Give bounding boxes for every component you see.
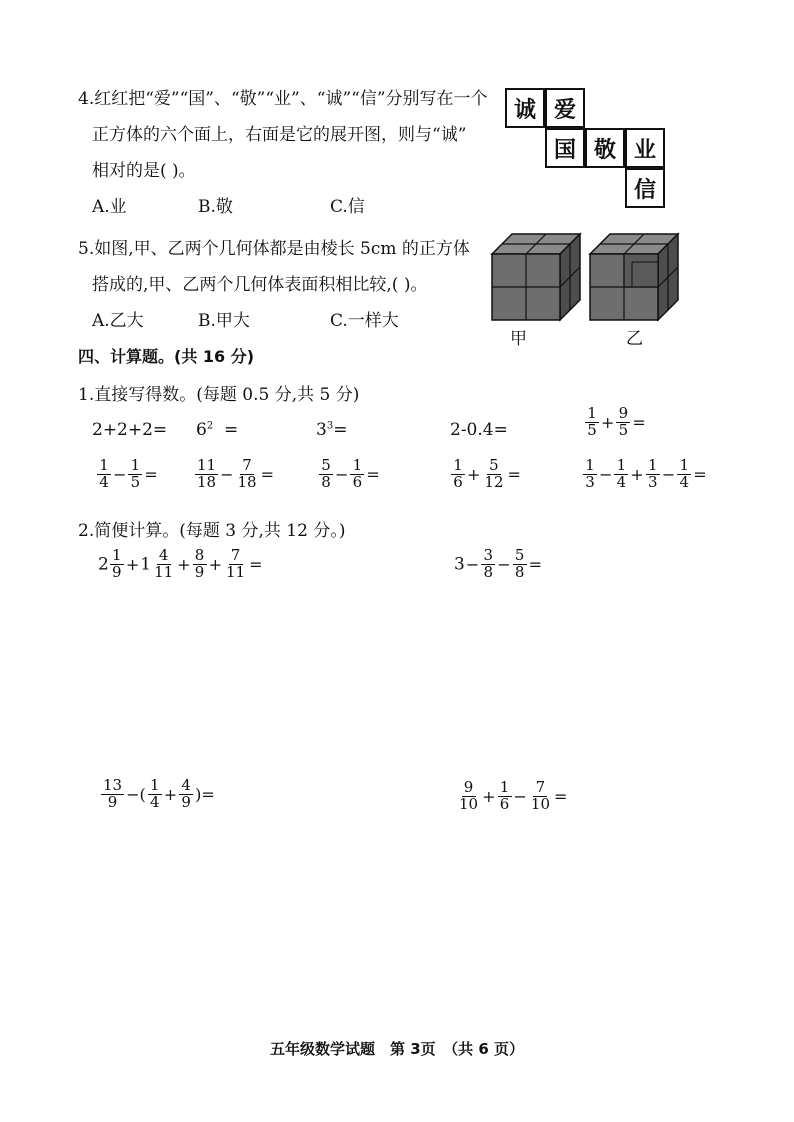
q4-option-a: A.业: [92, 197, 127, 217]
operator: +: [630, 464, 644, 484]
simplify-expr-2: [454, 548, 543, 581]
oral-expr-8: [318, 458, 381, 491]
denominator: 8: [321, 472, 331, 491]
oral-expr-3: [316, 420, 347, 440]
numerator: 1: [583, 458, 597, 475]
oral-expr-3-eq: =: [333, 420, 348, 440]
subsection-simplify: 2.简便计算。(每题 3 分,共 12 分。): [78, 521, 346, 541]
oral-expr-10: [582, 458, 708, 491]
denominator: 9: [112, 562, 122, 581]
fraction: [646, 458, 660, 491]
denominator: 8: [483, 562, 493, 581]
fraction: [614, 458, 628, 491]
oral-expr-3-exp: 3: [326, 420, 334, 432]
numerator: 5: [487, 458, 501, 475]
section-title: 四、计算题。(共 16 分): [78, 347, 255, 366]
solid-jia-figure: [486, 226, 586, 326]
fraction: [451, 458, 465, 491]
fraction: [148, 778, 162, 811]
simplify-expr-1: [98, 548, 263, 581]
denominator: 12: [484, 472, 504, 491]
fraction: [482, 458, 505, 491]
operator: +: [482, 786, 496, 806]
numerator: 4: [157, 548, 171, 565]
fraction: [236, 458, 259, 491]
operator: +: [208, 554, 222, 574]
q5-line1: 5.如图,甲、乙两个几何体都是由棱长 5cm 的正方体: [78, 239, 470, 259]
oral-expr-2-eq: =: [224, 420, 239, 440]
numerator: 7: [229, 548, 243, 565]
numerator: 1: [585, 406, 599, 423]
fraction: [616, 406, 630, 439]
whole-part: 1: [140, 554, 152, 575]
numerator: 9: [462, 780, 476, 797]
q4-option-b: B.敬: [198, 197, 233, 217]
operator: −(: [126, 784, 146, 804]
operator: =: [144, 464, 158, 484]
oral-expr-9: [450, 458, 522, 491]
q4-line1: 4.红红把“爱”“国”、“敬”“业”、“诚”“信”分别写在一个: [78, 89, 488, 109]
q5-option-b: B.甲大: [198, 311, 250, 331]
fraction: [128, 458, 142, 491]
numerator: 1: [646, 458, 660, 475]
fraction: [457, 780, 480, 813]
net-face-guo: 国: [545, 128, 585, 168]
numerator: 1: [498, 780, 512, 797]
operator: +: [125, 554, 140, 574]
denominator: 5: [130, 472, 141, 491]
fraction: [585, 406, 599, 439]
operator: −: [220, 464, 234, 484]
fraction: [498, 780, 512, 813]
fraction: [101, 778, 124, 811]
fraction: [97, 458, 111, 491]
q5-option-c: C.一样大: [330, 311, 399, 331]
net-face-ye: 业: [625, 128, 665, 168]
fraction: [224, 548, 247, 581]
whole-part: 2: [98, 554, 109, 575]
denominator: 3: [648, 472, 658, 491]
fraction: [481, 548, 495, 581]
net-face-cheng: 诚: [505, 88, 545, 128]
denominator: 10: [530, 794, 550, 813]
numerator: 11: [197, 456, 217, 474]
numerator: 1: [451, 458, 465, 475]
operator: +: [177, 554, 191, 574]
numerator: 1: [677, 458, 691, 475]
operator: −: [113, 464, 127, 484]
operator: −: [335, 464, 349, 484]
numerator: 13: [103, 776, 123, 794]
operator: =: [554, 786, 568, 806]
numerator: 8: [193, 548, 207, 565]
q4-option-c: C.信: [330, 197, 365, 217]
operator: −: [599, 464, 613, 484]
denominator: 4: [149, 792, 160, 811]
denominator: 9: [181, 792, 191, 811]
net-face-xin: 信: [625, 168, 665, 208]
solid-jia-label: 甲: [510, 329, 527, 349]
numerator: 1: [350, 458, 364, 475]
oral-expr-1: 2+2+2=: [92, 420, 168, 440]
oral-expr-5: [584, 406, 647, 439]
q4-line3: 相对的是( )。: [92, 161, 196, 181]
oral-expr-3-base: 3: [316, 420, 327, 440]
whole-part: 3: [454, 554, 465, 575]
operator: =: [632, 412, 646, 432]
denominator: 6: [499, 794, 510, 813]
oral-expr-6: [96, 458, 159, 491]
oral-expr-2: [196, 420, 238, 440]
oral-expr-4: 2-0.4=: [450, 420, 508, 440]
fraction: [319, 458, 333, 491]
operator: −: [513, 786, 527, 806]
numerator: 1: [110, 548, 124, 565]
denominator: 8: [514, 562, 525, 581]
operator: −: [465, 554, 480, 574]
fraction: [193, 548, 207, 581]
fraction: [583, 458, 597, 491]
numerator: 3: [481, 548, 495, 565]
operator: −: [497, 554, 511, 574]
fraction: [195, 458, 218, 491]
operator: =: [366, 464, 380, 484]
oral-expr-2-exp: 2: [206, 420, 214, 432]
numerator: 5: [513, 548, 527, 565]
oral-expr-2-base: 6: [196, 420, 207, 440]
operator: =: [693, 464, 707, 484]
numerator: 1: [97, 458, 111, 475]
net-face-jing: 敬: [585, 128, 625, 168]
denominator: 18: [237, 472, 257, 491]
denominator: 9: [194, 562, 205, 581]
operator: =: [507, 464, 521, 484]
denominator: 5: [587, 420, 597, 439]
oral-expr-7: [194, 458, 275, 491]
operator: )=: [195, 784, 215, 804]
denominator: 3: [585, 472, 595, 491]
denominator: 9: [107, 792, 118, 811]
q5-line2: 搭成的,甲、乙两个几何体表面积相比较,( )。: [92, 275, 428, 295]
denominator: 11: [154, 562, 174, 581]
numerator: 4: [179, 778, 193, 795]
fraction: [152, 548, 175, 581]
operator: +: [601, 412, 615, 432]
denominator: 4: [679, 472, 689, 491]
numerator: 5: [319, 458, 333, 475]
q5-option-a: A.乙大: [92, 311, 144, 331]
net-face-ai: 爱: [545, 88, 585, 128]
operator: −: [661, 464, 676, 484]
simplify-expr-4: [456, 780, 568, 813]
fraction: [513, 548, 527, 581]
denominator: 4: [616, 472, 627, 491]
fraction: [529, 780, 552, 813]
numerator: 7: [240, 458, 254, 475]
fraction: [110, 548, 124, 581]
numerator: 1: [128, 458, 142, 475]
denominator: 6: [453, 472, 463, 491]
operator: +: [467, 464, 481, 484]
numerator: 9: [616, 406, 630, 423]
fraction: [677, 458, 691, 491]
denominator: 10: [459, 794, 479, 813]
subsection-oral: 1.直接写得数。(每题 0.5 分,共 5 分): [78, 385, 360, 405]
q4-line2: 正方体的六个面上，右面是它的展开图，则与“诚”: [92, 125, 467, 145]
page-footer: 五年级数学试题 第 3页 （共 6 页）: [269, 1040, 525, 1058]
denominator: 5: [618, 420, 629, 439]
operator: =: [260, 464, 274, 484]
solid-yi-label: 乙: [626, 329, 643, 349]
operator: =: [528, 554, 543, 574]
numerator: 1: [148, 778, 162, 795]
denominator: 11: [225, 562, 246, 581]
simplify-expr-3: [100, 778, 216, 811]
solid-yi-figure: [584, 226, 684, 326]
numerator: 7: [533, 780, 547, 797]
cube-net-diagram: [500, 80, 680, 210]
fraction: [179, 778, 193, 811]
denominator: 18: [197, 472, 217, 491]
denominator: 6: [352, 472, 363, 491]
operator: =: [249, 554, 263, 574]
denominator: 4: [99, 472, 109, 491]
numerator: 1: [614, 458, 628, 475]
fraction: [350, 458, 364, 491]
operator: +: [163, 784, 178, 804]
